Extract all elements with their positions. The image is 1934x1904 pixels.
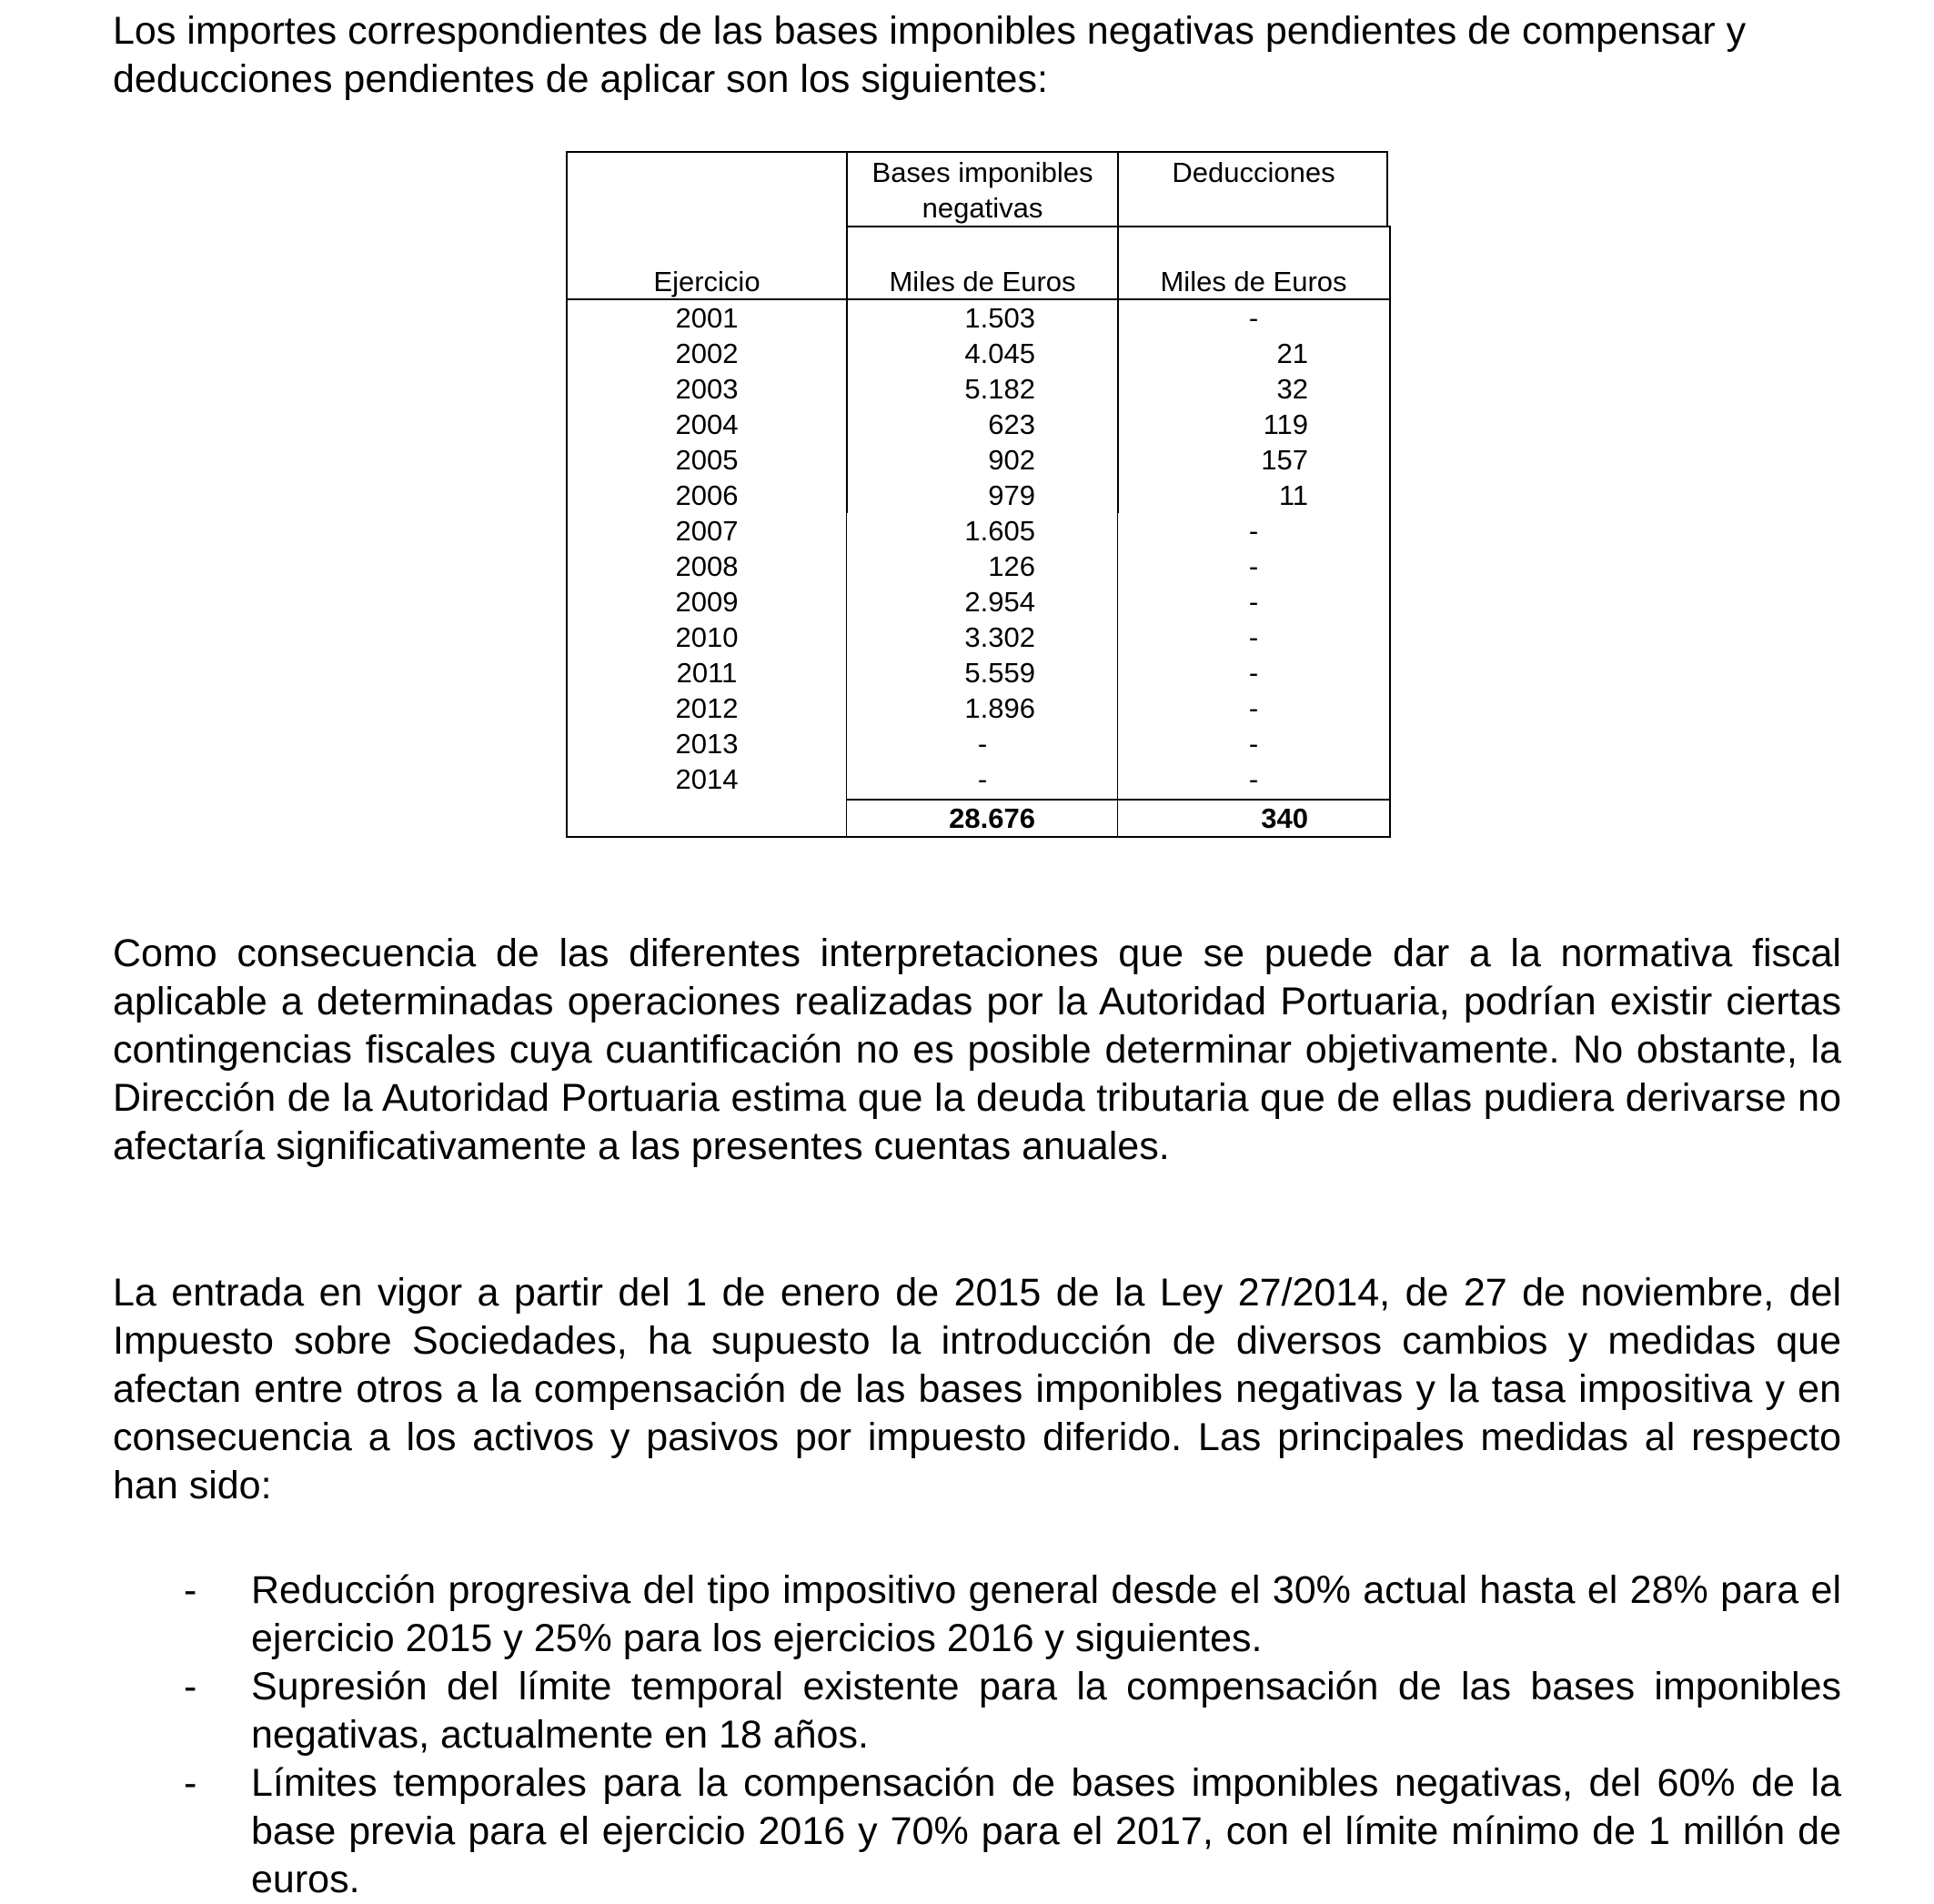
cell-deducciones: 21 [1276, 337, 1308, 369]
table-border-top [566, 151, 1386, 153]
cell-bases: 4.045 [964, 337, 1035, 369]
cell-year: 2007 [675, 515, 739, 547]
cell-year: 2006 [675, 479, 739, 511]
cell-bases: 5.182 [964, 373, 1035, 405]
table-border-bottom [566, 836, 1391, 838]
cell-bases: 5.559 [964, 657, 1035, 689]
cell-year: 2010 [675, 621, 739, 653]
cell-year: 2011 [676, 657, 738, 689]
ley-paragraph: La entrada en vigor a partir del 1 de enero de 2015 de la Ley 27/2014, de 27 de noviembre, del Impuesto sobre Sociedades, ha supuesto la introducción de diversos cambios y medidas que afectan entre otros a la compensación de las bases imponibles negativas y la tasa impositiva y en consecuencia a los activos y pasivos por impuesto diferido. Las principales medidas al respecto han sido: [113, 1271, 1841, 1507]
cell-deducciones: - [1248, 621, 1259, 653]
cell-year: 2001 [675, 302, 739, 334]
list-item-marker: - [184, 1761, 197, 1805]
cell-deducciones: - [1248, 692, 1259, 724]
cell-bases: 1.503 [964, 302, 1035, 334]
cell-deducciones: 11 [1278, 479, 1308, 511]
table-border-right-top [1386, 151, 1388, 227]
total-bases: 28.676 [949, 802, 1035, 834]
cell-bases: 979 [988, 479, 1035, 511]
list-item [113, 1663, 1841, 1759]
table-col-divider-2-lower [1117, 513, 1118, 838]
cell-bases: 623 [988, 408, 1035, 440]
header-bases-group: Bases imponibles negativas [871, 156, 1093, 224]
cell-bases: 1.896 [964, 692, 1035, 724]
cell-year: 2014 [675, 763, 739, 795]
header-deducciones-group: Deducciones [1172, 156, 1335, 188]
cell-deducciones: 157 [1261, 444, 1308, 476]
list-item-text: Límites temporales para la compensación de bases imponibles negativas, del 60% de la base previa para el ejercicio 2016 y 70% para el 2017, con el límite mínimo de 1 millón de euros. [251, 1761, 1841, 1901]
cell-bases: 3.302 [964, 621, 1035, 653]
list-item-marker: - [184, 1568, 197, 1612]
cell-year: 2013 [675, 728, 739, 760]
cell-deducciones: - [1248, 302, 1259, 334]
cell-deducciones: - [1248, 657, 1259, 689]
table-border-right [1389, 226, 1391, 838]
cell-year: 2012 [675, 692, 739, 724]
intro-paragraph: Los importes correspondientes de las bases imponibles negativas pendientes de compensar y deducciones pendientes de aplicar son los siguientes: [113, 9, 1747, 101]
cell-year: 2002 [675, 337, 739, 369]
cell-deducciones: 32 [1276, 373, 1308, 405]
table-border-left [566, 151, 568, 838]
header-deducciones-unit: Miles de Euros [1160, 266, 1347, 297]
cell-bases: - [977, 763, 988, 795]
cell-year: 2005 [675, 444, 739, 476]
cell-bases: 1.605 [964, 515, 1035, 547]
cell-deducciones: - [1248, 586, 1259, 618]
table-col-divider-2 [1117, 151, 1119, 513]
list-item [113, 1567, 1841, 1663]
cell-deducciones: - [1248, 515, 1259, 547]
cell-year: 2008 [675, 550, 739, 582]
cell-deducciones: 119 [1263, 408, 1308, 440]
contingencias-paragraph: Como consecuencia de las diferentes interpretaciones que se puede dar a la normativa fiscal aplicable a determinadas operaciones realizadas por la Autoridad Portuaria, podrían existir ciertas contingencias fiscales cuya cuantificación no es posible determinar objetivamente. No obstante, la Dirección de la Autoridad Portuaria estima que la deuda tributaria que de ellas pudiera derivarse no afectaría significativamente a las presentes cuentas anuales. [113, 932, 1841, 1168]
cell-year: 2009 [675, 586, 739, 618]
table-total-rule [846, 799, 1391, 801]
header-ejercicio: Ejercicio [653, 266, 761, 297]
table-col-divider-1 [846, 151, 848, 513]
cell-deducciones: - [1248, 728, 1259, 760]
list-item-marker: - [184, 1665, 197, 1708]
medidas-list [113, 1567, 1841, 1904]
cell-year: 2003 [675, 373, 739, 405]
table-header-subrule [846, 226, 1391, 227]
total-deducciones: 340 [1261, 802, 1308, 834]
list-item [113, 1759, 1841, 1904]
cell-deducciones: - [1248, 550, 1259, 582]
cell-deducciones: - [1248, 763, 1259, 795]
cell-bases: - [977, 728, 988, 760]
cell-bases: 902 [988, 444, 1035, 476]
cell-bases: 126 [988, 550, 1035, 582]
table-header-rule [566, 298, 1391, 300]
table-col-divider-1-lower [846, 513, 847, 838]
list-item-text: Supresión del límite temporal existente para la compensación de las bases imponibles negativas, actualmente en 18 años. [251, 1665, 1841, 1757]
list-item-text: Reducción progresiva del tipo impositivo general desde el 30% actual hasta el 28% para el ejercicio 2015 y 25% para los ejercicios 2016 y siguientes. [251, 1568, 1841, 1660]
cell-year: 2004 [675, 408, 739, 440]
cell-bases: 2.954 [964, 586, 1035, 618]
header-bases-unit: Miles de Euros [889, 266, 1076, 297]
